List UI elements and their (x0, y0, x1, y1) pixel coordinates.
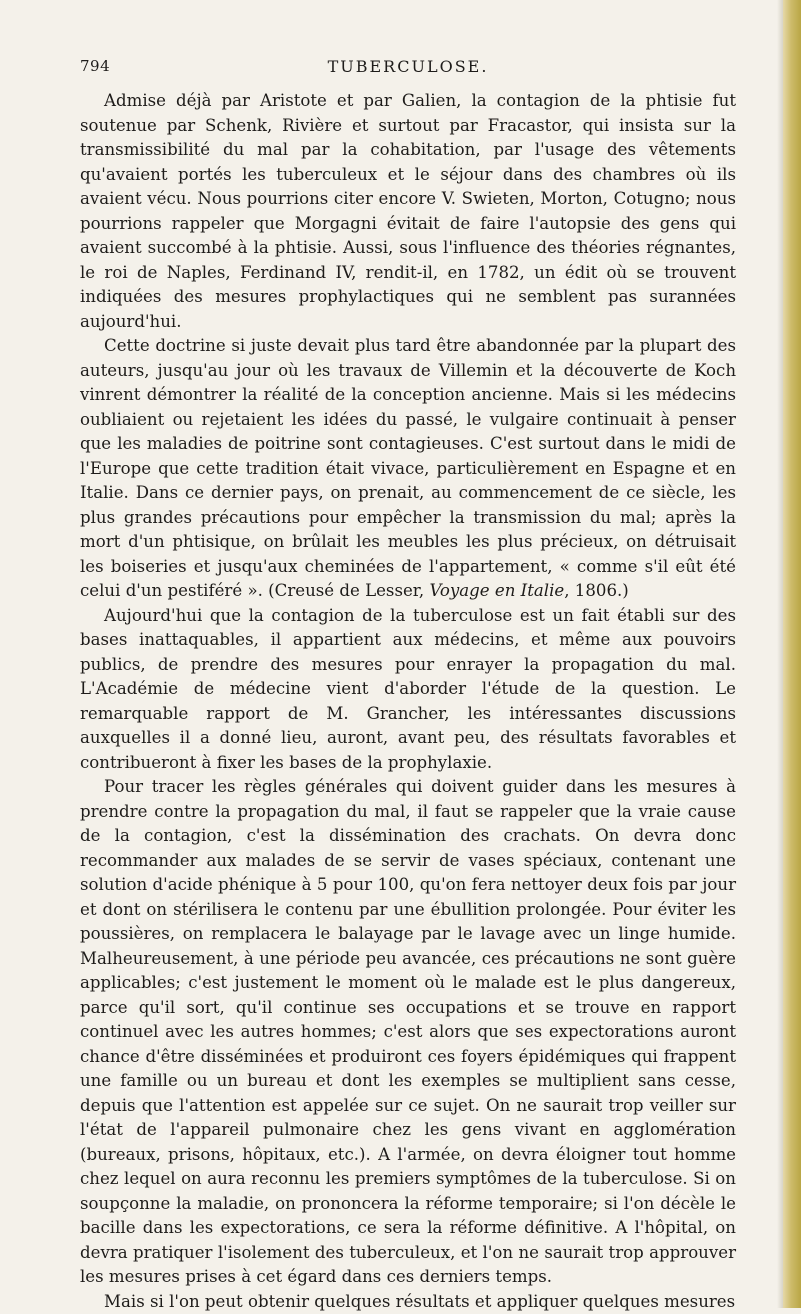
paragraph-2-text: Cette doctrine si juste devait plus tard être abandonnée par la plupart des auteurs, jusqu'au jour où les travaux de Villemin et la découverte de Koch vinrent démontrer la réalité de la conception ancienne. Mais si les médecins oubliaient ou rejetaient les idées du passé, le vulgaire continuait à penser que les maladies de poitrine sont contagieuses. C'est surtout dans le midi de l'Europe que cette tradition était vivace, particulièrement en Espagne et en Italie. Dans ce dernier pays, on prenait, au commencement de ce siècle, les plus grandes précautions pour empêcher la transmission du mal; après la mort d'un phtisique, on brûlait les meubles les plus précieux, on détruisait les boiseries et jusqu'aux cheminées de l'appartement, « comme s'il eût été celui d'un pestiféré ». (Creusé de Lesser, (80, 336, 736, 600)
running-title: TUBERCULOSE. (80, 57, 736, 76)
paragraph-2 (80, 334, 736, 604)
page-body (80, 89, 736, 1314)
paragraph-1: Admise déjà par Aristote et par Galien, la contagion de la phtisie fut soutenue par Schenk, Rivière et surtout par Fracastor, qui insista sur la transmissibilité du mal par la cohabitation, par l'usage des vêtements qu'avaient portés les tuberculeux et le séjour dans des chambres où ils avaient vécu. Nous pourrions citer encore V. Swieten, Morton, Cotugno; nous pourrions rappeler que Morgagni évitait de faire l'autopsie des gens qui avaient succombé à la phtisie. Aussi, sous l'influence des théories régnantes, le roi de Naples, Ferdinand IV, rendit-il, en 1782, un édit où se trouvent indiquées des mesures prophylactiques qui ne semblent pas surannées aujourd'hui. (80, 89, 736, 334)
book-title-italic: Voyage en Italie (429, 581, 564, 600)
page-edge (783, 0, 801, 1308)
paragraph-4: Pour tracer les règles générales qui doivent guider dans les mesures à prendre contre la propagation du mal, il faut se rappeler que la vraie cause de la contagion, c'est la dissémination des crachats. On devra donc recommander aux malades de se servir de vases spéciaux, contenant une solution d'acide phénique à 5 pour 100, qu'on fera nettoyer deux fois par jour et dont on stérilisera le contenu par une ébullition prolongée. Pour éviter les poussières, on remplacera le balayage par le lavage avec un linge humide. Malheureusement, à une période peu avancée, ces précautions ne sont guère applicables; c'est justement le moment où le malade est le plus dangereux, parce qu'il sort, qu'il continue ses occupations et se trouve en rapport continuel avec les autres hommes; c'est alors que ses expectorations auront chance d'être disséminées et produiront ces foyers épidémiques qui frappent une famille ou un bureau et dont les exemples se multiplient sans cesse, depuis que l'attention est appelée sur ce sujet. On ne saurait trop veiller sur l'état de l'appareil pulmonaire chez les gens vivant en agglomération (bureaux, prisons, hôpitaux, etc.). A l'armée, on devra éloigner tout homme chez lequel on aura reconnu les premiers symptômes de la tuberculose. Si on soupçonne la maladie, on prononcera la réforme temporaire; si l'on décèle le bacille dans les expectorations, ce sera la réforme définitive. A l'hôpital, on devra pratiquer l'isolement des tuberculeux, et l'on ne saurait trop approuver les mesures prises à cet égard dans ces derniers temps. (80, 775, 736, 1290)
paragraph-2-end: , 1806.) (564, 581, 629, 600)
page-number: 794 (80, 57, 110, 75)
page-header (80, 57, 736, 83)
paragraph-3: Aujourd'hui que la contagion de la tuberculose est un fait établi sur des bases inattaquables, il appartient aux médecins, et même aux pouvoirs publics, de prendre des mesures pour enrayer la propagation du mal. L'Académie de médecine vient d'aborder l'étude de la question. Le remarquable rapport de M. Grancher, les intéressantes discussions auxquelles il a donné lieu, auront, avant peu, des résultats favorables et contribueront à fixer les bases de la prophylaxie. (80, 604, 736, 776)
paragraph-5: Mais si l'on peut obtenir quelques résultats et appliquer quelques mesures (80, 1290, 736, 1314)
